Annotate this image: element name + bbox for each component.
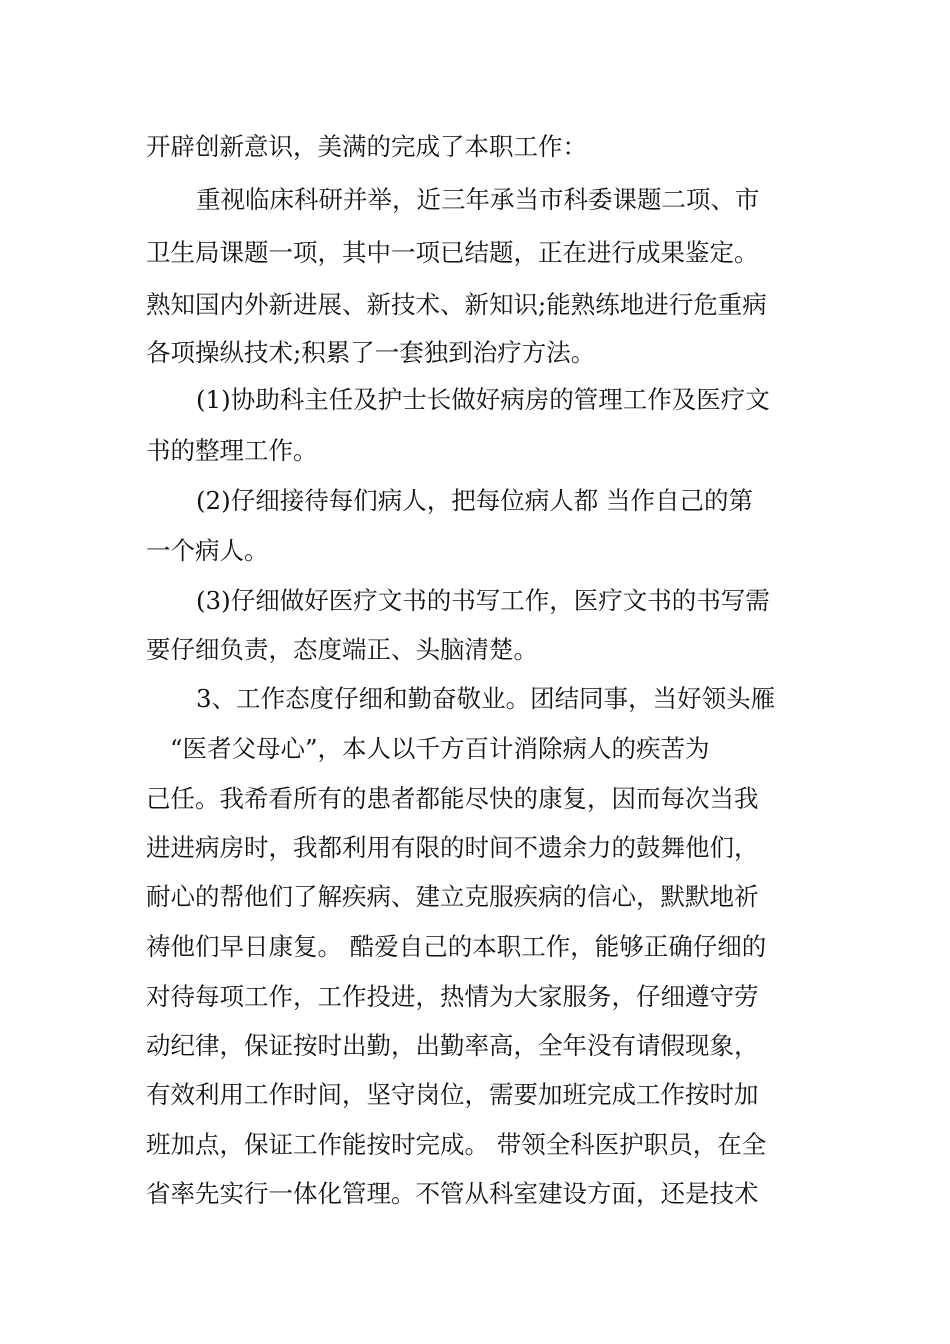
text-line: 进进病房时，我都利用有限的时间不遗余力的鼓舞他们， [146, 833, 759, 862]
text-line: 动纪律，保证按时出勤，出勤率高，全年没有请假现象， [146, 1031, 759, 1060]
text-line: “医者父母心”，本人以千方百计消除病人的疾苦为 [170, 734, 710, 763]
text-line: 要仔细负责，态度端正、头脑清楚。 [146, 635, 538, 664]
text-line: 熟知国内外新进展、新技术、新知识;能熟练地进行危重病 [146, 290, 767, 319]
text-line: 耐心的帮他们了解疾病、建立克服疾病的信心，默默地祈 [146, 882, 759, 911]
text-line: 班加点，保证工作能按时完成。 带领全科医护职员，在全 [146, 1130, 767, 1159]
text-line: 一个病人。 [146, 536, 269, 565]
text-line: 有效利用工作时间，坚守岗位，需要加班完成工作按时加 [146, 1080, 759, 1109]
text-line: (2)仔细接待每们病人，把每位病人都 当作自己的第 [196, 486, 753, 515]
text-line: 各项操纵技术;积累了一套独到治疗方法。 [146, 338, 596, 367]
text-line: 3、工作态度仔细和勤奋敬业。团结同事，当好领头雁 [196, 684, 776, 713]
text-line: 对待每项工作，工作投进，热情为大家服务，仔细遵守劳 [146, 982, 759, 1011]
text-line: 重视临床科研并举，近三年承当市科委课题二项、市 [196, 185, 760, 214]
text-line: 书的整理工作。 [146, 436, 318, 465]
text-line: 卫生局课题一项，其中一项已结题，正在进行成果鉴定。 [146, 238, 759, 267]
text-line: 开辟创新意识，美满的完成了本职工作： [146, 132, 587, 161]
text-line: 省率先实行一体化管理。不管从科室建设方面，还是技术 [146, 1179, 759, 1208]
text-line: 己任。我希看所有的患者都能尽快的康复，因而每次当我 [146, 784, 759, 813]
text-line: (1)协助科主任及护士长做好病房的管理工作及医疗文 [196, 385, 770, 414]
text-line: 祷他们早日康复。 酷爱自己的本职工作，能够正确仔细的 [146, 932, 767, 961]
text-line: (3)仔细做好医疗文书的书写工作，医疗文书的书写需 [196, 586, 770, 615]
